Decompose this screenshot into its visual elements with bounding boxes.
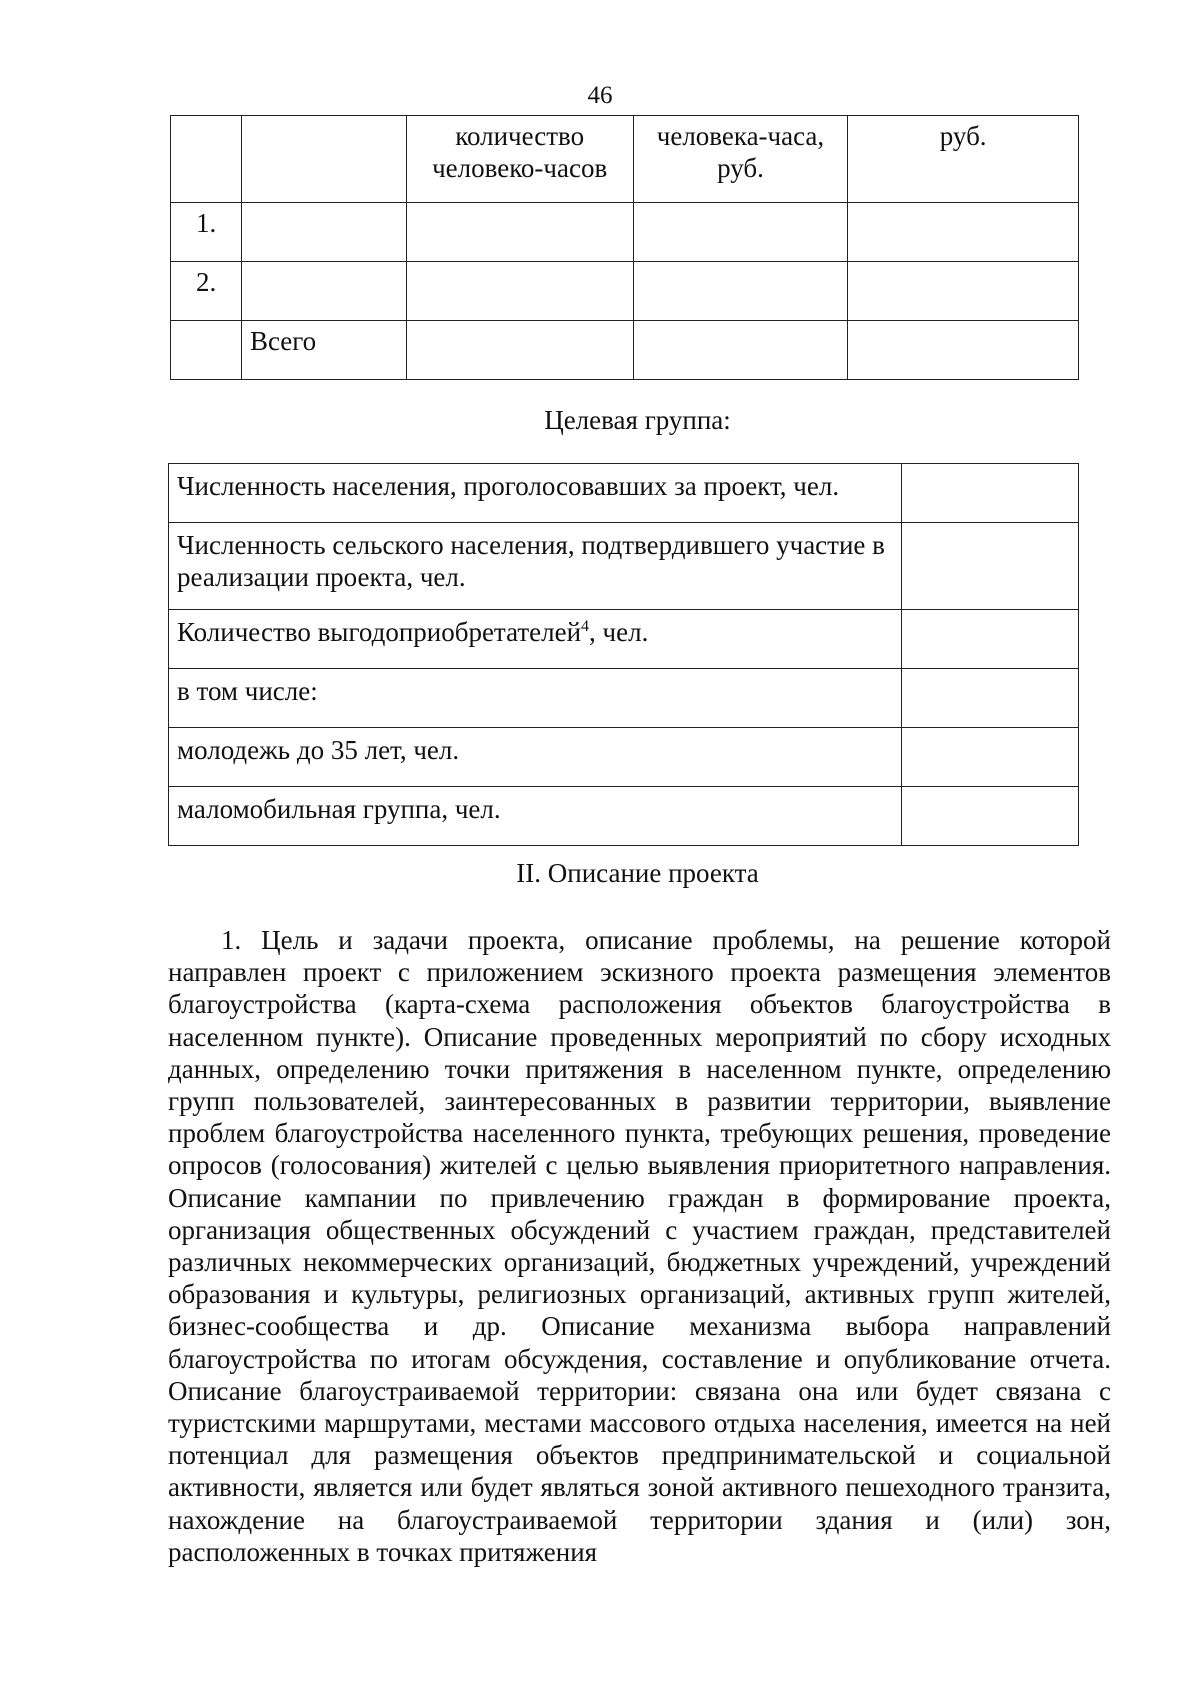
- cost-table: [170, 115, 1079, 380]
- header-cell-total: руб.: [848, 116, 1079, 203]
- row-label-total: Всего: [241, 321, 406, 380]
- value-cell: [902, 728, 1079, 787]
- header-cell-rate: человека-часа, руб.: [633, 116, 848, 203]
- row-label: [169, 610, 902, 669]
- value-cell: [902, 787, 1079, 846]
- header-cell-hours: количество человеко-часов: [406, 116, 633, 203]
- table-row: [169, 464, 1079, 523]
- table-row: [169, 787, 1079, 846]
- row-label: [241, 262, 406, 321]
- table-row-total: [171, 321, 1079, 380]
- body-paragraph: 1. Цель и задачи проекта, описание проблемы, на решение которой направлен проект с приложением эскизного проекта размещения элементов благоустройства (карта-схема расположения объектов благоустройства в населенном пункте). Описание проведенных мероприятий по сбору исходных данных, определению точки притяжения в населенном пункте, определению групп пользователей, заинтересованных в развитии территории, выявление проблем благоустройства населенного пункта, требующих решения, проведение опросов (голосования) жителей с целью выявления приоритетного направления. Описание кампании по привлечению граждан в формирование проекта, организация общественных обсуждений с участием граждан, представителей различных некоммерческих организаций, бюджетных учреждений, учреждений образования и культуры, религиозных организаций, активных групп жителей, бизнес-сообщества и др. Описание механизма выбора направлений благоустройства по итогам обсуждения, составление и опубликование отчета. Описание благоустраиваемой территории: связана она или будет связана с туристскими маршрутами, местами массового отдыха населения, имеется на ней потенциал для размещения объектов предпринимательской и социальной активности, является или будет являться зоной активного пешеходного транзита, нахождение на благоустраиваемой территории здания и (или) зон, расположенных в точках притяжения: [168, 925, 1111, 1567]
- table-row: [169, 669, 1079, 728]
- value-cell: [902, 523, 1079, 610]
- target-group-title: Целевая группа:: [544, 405, 731, 435]
- row-label: молодежь до 35 лет, чел.: [169, 728, 902, 787]
- value-cell: [848, 203, 1079, 262]
- value-cell: [406, 203, 633, 262]
- value-cell: [633, 321, 848, 380]
- table-row: [169, 523, 1079, 610]
- table-row: [169, 728, 1079, 787]
- cost-table-header-row: [171, 116, 1079, 203]
- row-number: 1.: [171, 203, 242, 262]
- value-cell: [848, 262, 1079, 321]
- header-cell-2: [241, 116, 406, 203]
- row-number: [171, 321, 242, 380]
- section-title: II. Описание проекта: [516, 858, 759, 888]
- row-label: [241, 203, 406, 262]
- table-row: [171, 262, 1079, 321]
- table-row: [169, 610, 1079, 669]
- header-cell-1: [171, 116, 242, 203]
- value-cell: [902, 669, 1079, 728]
- value-cell: [633, 262, 848, 321]
- row-label: в том числе:: [169, 669, 902, 728]
- label-suffix: , чел.: [589, 617, 649, 647]
- value-cell: [848, 321, 1079, 380]
- label-text: Количество выгодоприобретателей: [177, 617, 582, 647]
- row-number: 2.: [171, 262, 242, 321]
- value-cell: [902, 610, 1079, 669]
- target-group-table: [168, 463, 1079, 846]
- row-label: маломобильная группа, чел.: [169, 787, 902, 846]
- row-label: Численность сельского населения, подтвердившего участие в реализации проекта, чел.: [169, 523, 902, 610]
- row-label: Численность населения, проголосовавших за проект, чел.: [169, 464, 902, 523]
- value-cell: [633, 203, 848, 262]
- page-number: 46: [587, 82, 613, 109]
- footnote-marker: 4: [581, 618, 590, 635]
- value-cell: [406, 262, 633, 321]
- value-cell: [902, 464, 1079, 523]
- table-row: [171, 203, 1079, 262]
- value-cell: [406, 321, 633, 380]
